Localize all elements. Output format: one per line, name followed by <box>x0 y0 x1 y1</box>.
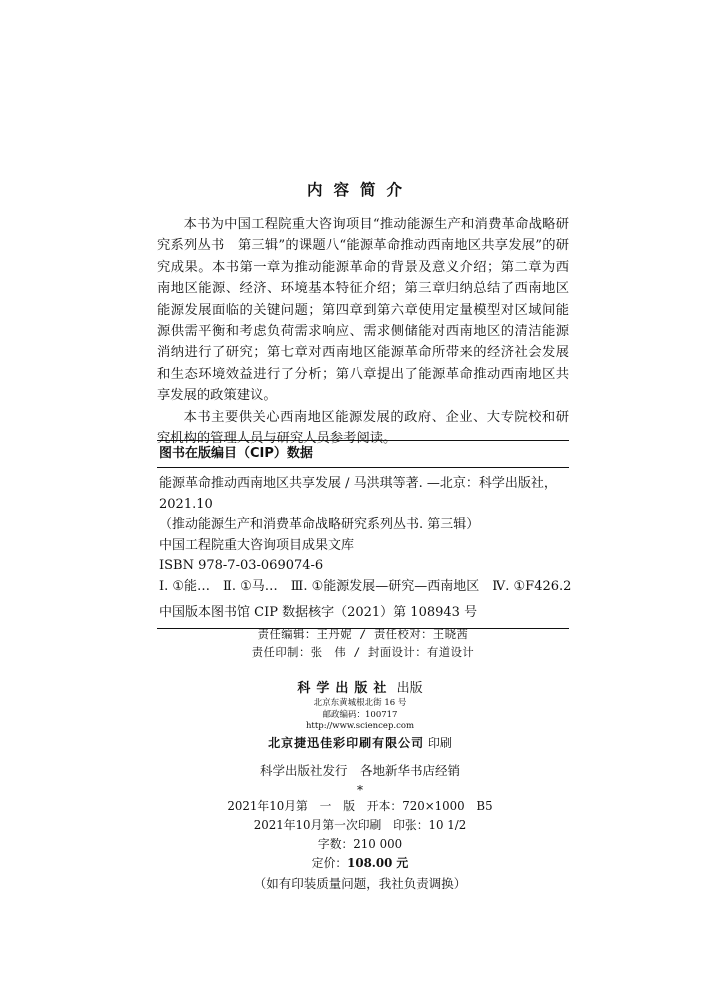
price-line <box>0 854 720 873</box>
intro-paragraph-1: 本书为中国工程院重大咨询项目“推动能源生产和消费革命战略研究系列丛书 第三辑”的课题八“能源革命推动西南地区共享发展”的研究成果。本书第一章为推动能源革命的背景及意义介绍；第二章为西南地区能源、经济、环境基本特征介绍；第三章归纳总结了西南地区能源发展面临的关键问题；第四章到第六章使用定量模型对区域间能源供需平衡和考虑负荷需求响应、需求侧储能对西南地区的清洁能源消纳进行了研究；第七章对西南地区能源革命所带来的经济社会发展和生态环境效益进行了分析；第八章提出了能源革命推动西南地区共享发展的政策建议。 <box>157 217 569 404</box>
intro-paragraph-2: 本书主要供关心西南地区能源发展的政府、企业、大专院校和研究机构的管理人员与研究人员参考阅读。 <box>157 409 569 447</box>
printer-line <box>0 733 720 753</box>
cip-line-1: 能源革命推动西南地区共享发展 / 马洪琪等著. —北京：科学出版社， <box>159 476 557 491</box>
distribution-line: 科学出版社发行 各地新华书店经销 <box>259 762 460 778</box>
edition-line-1: 2021年10月第 一 版 开本：720×1000 B5 <box>227 798 493 813</box>
price-label: 定价： <box>311 855 348 870</box>
separator-star: * <box>357 782 363 797</box>
cip-line-3: （推动能源生产和消费革命战略研究系列丛书. 第三辑） <box>159 517 480 533</box>
publisher-address: 北京东黄城根北街 16 号 <box>313 698 407 708</box>
cip-line-6: Ⅰ. ①能… Ⅱ. ①马… Ⅲ. ①能源发展—研究—西南地区 Ⅳ. ①F426.2 <box>159 578 572 594</box>
publisher-line <box>0 680 720 698</box>
cip-verify-number: 中国版本图书馆 CIP 数据核字（2021）第 108943 号 <box>159 604 478 620</box>
cip-body <box>157 468 572 600</box>
cip-line-2: 2021.10 <box>159 496 213 512</box>
cip-line-5: ISBN 978-7-03-069074-6 <box>159 558 324 574</box>
credits <box>157 626 569 662</box>
cip-heading: 图书在版编目（CIP）数据 <box>159 446 313 461</box>
publisher-url: http://www.sciencep.com <box>305 721 415 731</box>
publisher-suffix: 出版 <box>396 681 423 696</box>
quality-note: （如有印装质量问题，我社负责调换） <box>253 875 467 891</box>
printer-name: 北京捷迅佳彩印刷有限公司 <box>268 735 425 750</box>
printer-suffix: 印刷 <box>427 735 452 750</box>
cip-block <box>157 440 572 629</box>
edition-line-2: 2021年10月第一次印刷 印张：10 1/2 <box>253 817 467 832</box>
credits-line-1: 责任编辑：王丹妮 / 责任校对：王晓茜 <box>257 628 469 641</box>
price-value: 108.00 元 <box>347 855 409 870</box>
word-count: 字数：210 000 <box>317 836 403 851</box>
publication-info <box>0 680 720 895</box>
intro-text <box>157 214 569 449</box>
publisher-name: 科学出版社 <box>297 681 393 696</box>
cip-line-4: 中国工程院重大咨询项目成果文库 <box>159 537 355 553</box>
credits-line-2: 责任印制：张 伟 / 封面设计：有道设计 <box>251 646 475 659</box>
publisher-postcode: 邮政编码：100717 <box>322 709 398 720</box>
section-title: 内容简介 <box>306 181 413 199</box>
